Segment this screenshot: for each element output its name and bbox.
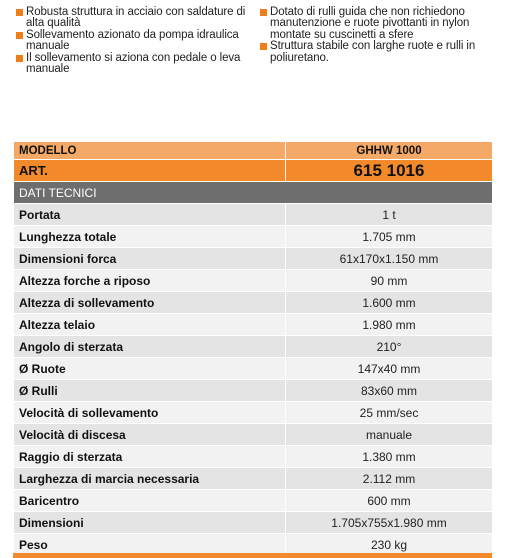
spec-label: Altezza telaio	[14, 314, 286, 336]
model-row	[14, 142, 493, 160]
spec-value: 210°	[286, 336, 493, 358]
feature-item	[16, 53, 246, 76]
spec-label: Portata	[14, 204, 286, 226]
bullet-square-icon	[260, 9, 267, 16]
spec-value: manuale	[286, 424, 493, 446]
spec-value: 600 mm	[286, 490, 493, 512]
spec-value: 230 kg	[286, 534, 493, 556]
feature-item	[260, 41, 500, 64]
spec-label: Velocità di sollevamento	[14, 402, 286, 424]
feature-item	[260, 7, 500, 41]
spec-row	[14, 204, 493, 226]
spec-label: Altezza forche a riposo	[14, 270, 286, 292]
spec-label: Raggio di sterzata	[14, 446, 286, 468]
feature-text: Struttura stabile con larghe ruote e rulli in poliuretano.	[270, 40, 476, 64]
spec-value: 147x40 mm	[286, 358, 493, 380]
art-value: 615 1016	[286, 160, 493, 182]
feature-text: Dotato di rulli guida che non richiedono manutenzione e ruote pivottanti in nylon montate su cuscinetti a sfere	[270, 6, 470, 41]
art-row	[14, 160, 493, 182]
feature-text: Sollevamento azionato da pompa idraulica manuale	[26, 28, 239, 53]
bullet-square-icon	[260, 43, 267, 50]
spec-row	[14, 292, 493, 314]
spec-row	[14, 226, 493, 248]
feature-text: Il sollevamento si aziona con pedale o leva manuale	[26, 51, 241, 76]
spec-row	[14, 512, 493, 534]
spec-label: Angolo di sterzata	[14, 336, 286, 358]
spec-row	[14, 468, 493, 490]
spec-label: Peso	[14, 534, 286, 556]
spec-label: Lunghezza totale	[14, 226, 286, 248]
spec-value: 1.705x755x1.980 mm	[286, 512, 493, 534]
spec-value: 25 mm/sec	[286, 402, 493, 424]
spec-label: Ø Ruote	[14, 358, 286, 380]
bullet-square-icon	[16, 9, 23, 16]
model-value: GHHW 1000	[286, 142, 493, 160]
spec-row	[14, 424, 493, 446]
feature-text: Robusta struttura in acciaio con saldature di alta qualità	[26, 6, 246, 30]
feature-item	[16, 30, 246, 53]
spec-value: 61x170x1.150 mm	[286, 248, 493, 270]
feature-item	[16, 7, 246, 30]
feature-column-right	[260, 7, 500, 64]
spec-row	[14, 270, 493, 292]
spec-value: 1 t	[286, 204, 493, 226]
spec-value: 1.705 mm	[286, 226, 493, 248]
bullet-square-icon	[16, 55, 23, 62]
feature-list	[0, 7, 508, 107]
spec-row	[14, 380, 493, 402]
spec-label: Baricentro	[14, 490, 286, 512]
spec-label: Ø Rulli	[14, 380, 286, 402]
bottom-accent-bar	[13, 553, 492, 558]
spec-label: Altezza di sollevamento	[14, 292, 286, 314]
spec-value: 1.380 mm	[286, 446, 493, 468]
section-header-row	[14, 182, 493, 204]
spec-row	[14, 336, 493, 358]
spec-value: 83x60 mm	[286, 380, 493, 402]
model-label: MODELLO	[14, 142, 286, 160]
spec-row	[14, 402, 493, 424]
spec-table	[13, 141, 493, 556]
spec-value: 2.112 mm	[286, 468, 493, 490]
art-label: ART.	[14, 160, 286, 182]
spec-value: 90 mm	[286, 270, 493, 292]
feature-column-left	[16, 7, 246, 75]
spec-row	[14, 358, 493, 380]
section-title: DATI TECNICI	[14, 182, 493, 204]
spec-row	[14, 314, 493, 336]
bullet-square-icon	[16, 32, 23, 39]
spec-value: 1.980 mm	[286, 314, 493, 336]
spec-row	[14, 446, 493, 468]
spec-row	[14, 248, 493, 270]
spec-label: Larghezza di marcia necessaria	[14, 468, 286, 490]
spec-label: Dimensioni forca	[14, 248, 286, 270]
spec-value: 1.600 mm	[286, 292, 493, 314]
spec-label: Dimensioni	[14, 512, 286, 534]
spec-row	[14, 490, 493, 512]
spec-label: Velocità di discesa	[14, 424, 286, 446]
